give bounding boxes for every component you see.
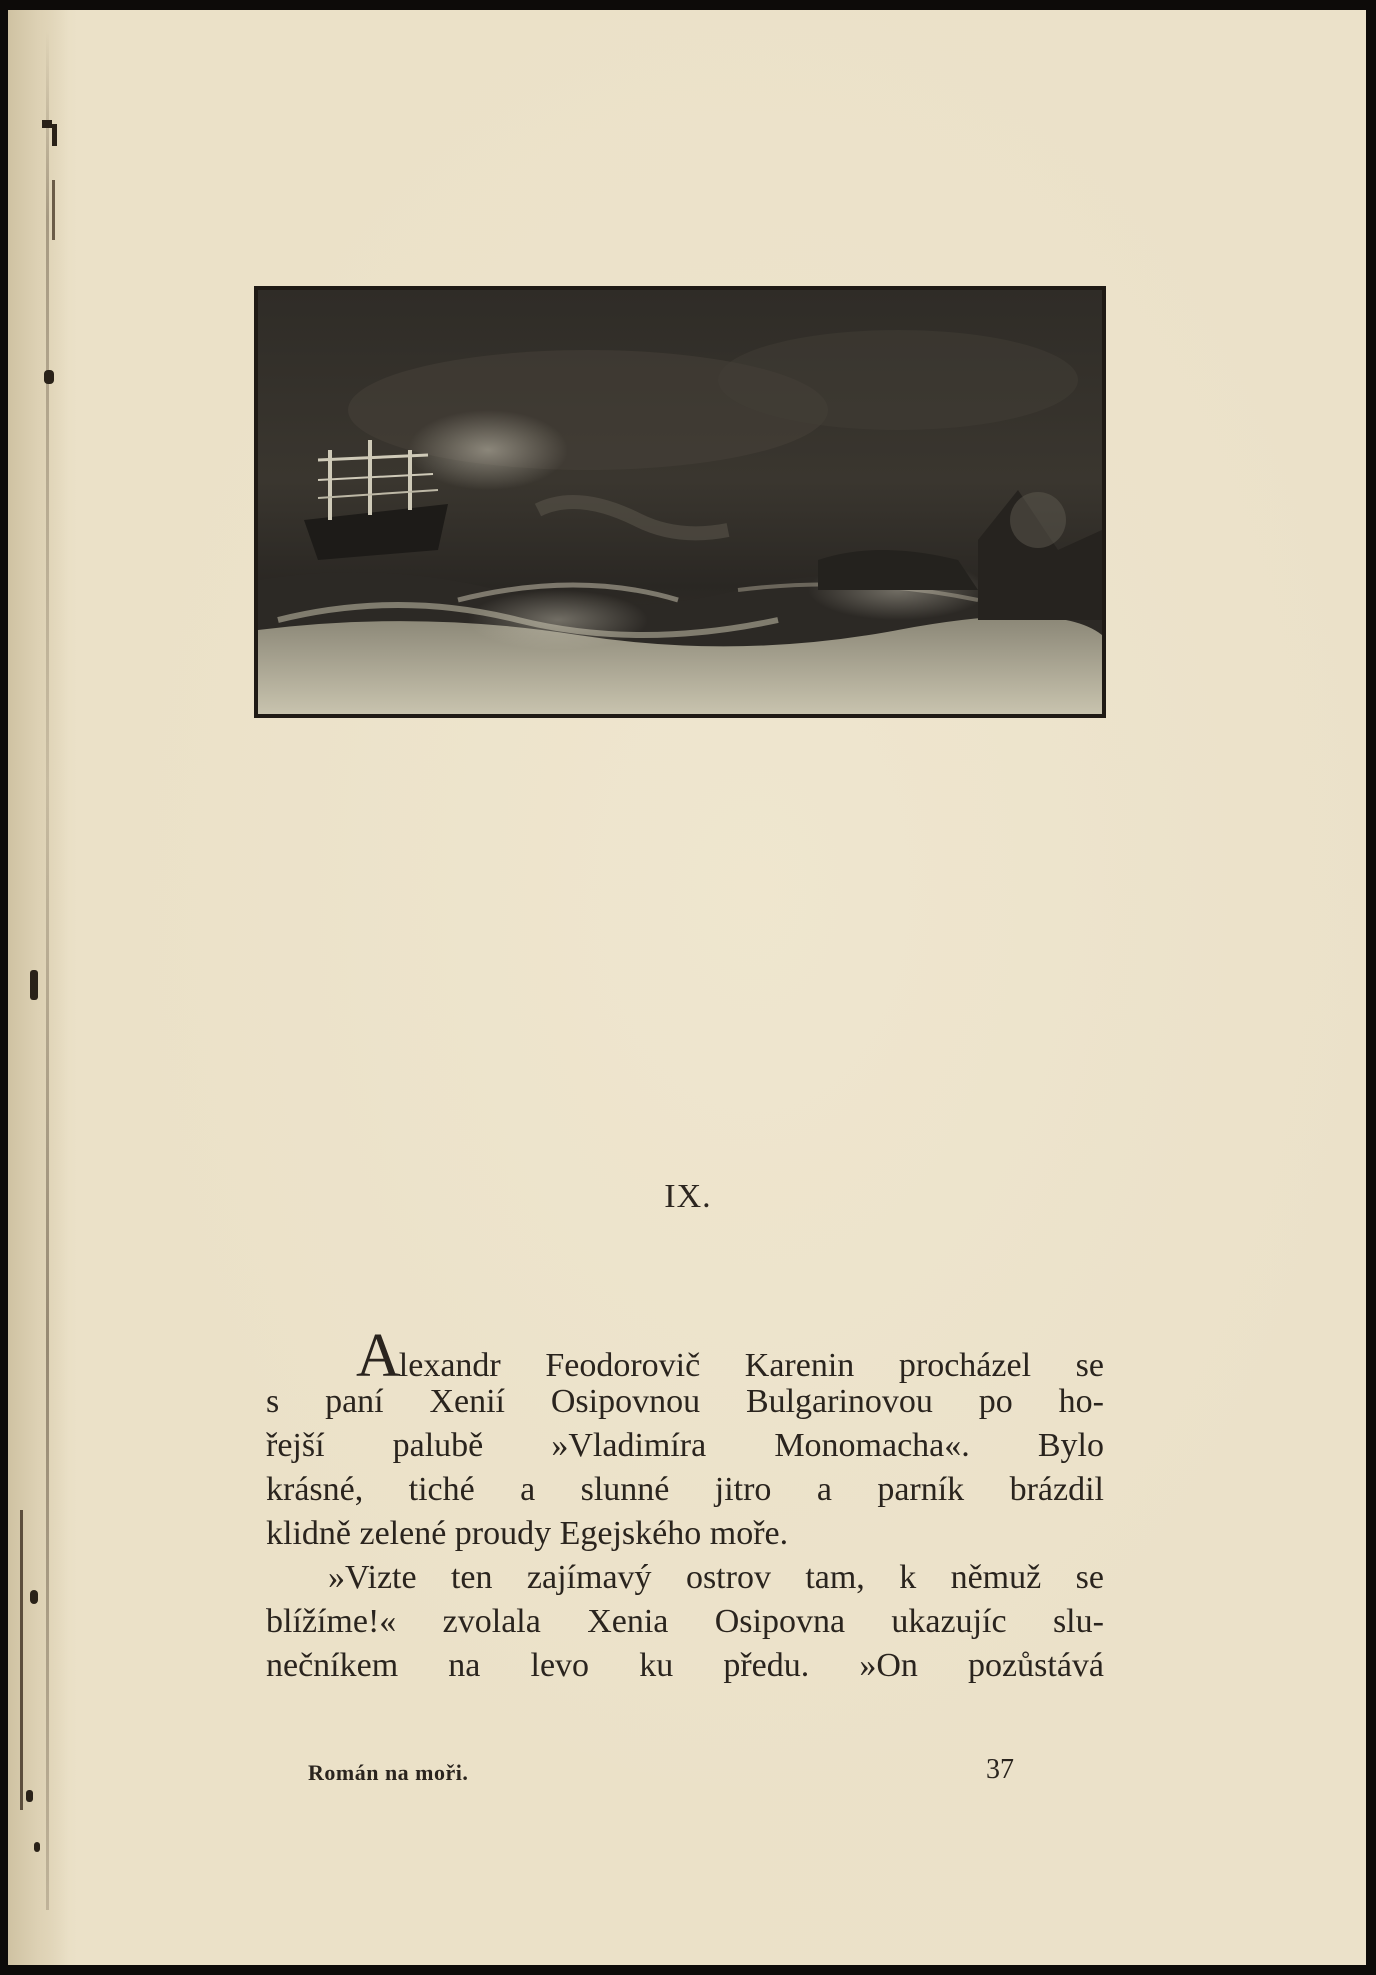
word: Monomacha«. xyxy=(774,1427,970,1464)
word: »On xyxy=(859,1647,918,1684)
word: ku xyxy=(639,1647,674,1684)
word: ukazujíc xyxy=(891,1603,1007,1640)
word: lexandr xyxy=(398,1347,501,1384)
word: ho- xyxy=(1058,1383,1104,1420)
word: s xyxy=(266,1383,280,1420)
word: na xyxy=(448,1647,481,1684)
word: klidně zelené proudy Egejského moře. xyxy=(266,1515,789,1552)
drop-cap: A xyxy=(356,1322,401,1390)
word: slu- xyxy=(1052,1603,1104,1640)
binding-mark xyxy=(26,1790,33,1802)
word: Feodorovič xyxy=(545,1347,701,1384)
word: procházel xyxy=(898,1347,1032,1384)
word: se xyxy=(1075,1347,1104,1384)
text-line xyxy=(266,1424,1104,1468)
word: zvolala xyxy=(442,1603,541,1640)
word: jitro xyxy=(714,1471,772,1508)
word: parník xyxy=(877,1471,965,1508)
word: a xyxy=(816,1471,832,1508)
chapter-illustration xyxy=(254,286,1106,718)
word: řejší xyxy=(266,1427,325,1464)
word: nečníkem xyxy=(266,1647,399,1684)
word: »Vizte xyxy=(328,1559,417,1596)
binding-mark xyxy=(20,1510,23,1810)
binding-mark xyxy=(44,370,54,384)
word: »Vladimíra xyxy=(551,1427,707,1464)
word: předu. xyxy=(723,1647,810,1684)
word: levo xyxy=(530,1647,590,1684)
word: pozůstává xyxy=(968,1647,1104,1684)
binding-mark xyxy=(30,1590,38,1604)
binding-mark xyxy=(42,120,52,128)
binding-mark xyxy=(34,1842,40,1852)
word: brázdil xyxy=(1009,1471,1104,1508)
word: Bylo xyxy=(1037,1427,1104,1464)
binding-mark xyxy=(52,180,55,240)
page-gutter xyxy=(8,10,68,1965)
word: krásné, xyxy=(266,1471,364,1508)
text-line xyxy=(266,1556,1104,1600)
word: tiché xyxy=(408,1471,475,1508)
night-sea-ship-illustration xyxy=(258,290,1102,714)
word: Xenií xyxy=(429,1383,506,1420)
word: Xenia xyxy=(587,1603,669,1640)
word: Bulgarinovou xyxy=(745,1383,933,1420)
binding-mark xyxy=(52,124,57,146)
chapter-heading: IX. xyxy=(664,1178,712,1215)
text-line xyxy=(266,1644,1104,1688)
word: palubě xyxy=(392,1427,484,1464)
word: Osipovna xyxy=(714,1603,846,1640)
page-footer xyxy=(308,1754,1014,1786)
word: blížíme!« xyxy=(266,1603,397,1640)
word: a xyxy=(520,1471,536,1508)
word: Karenin xyxy=(744,1347,855,1384)
page-number: 37 xyxy=(986,1754,1014,1785)
word: po xyxy=(978,1383,1013,1420)
word: ostrov xyxy=(685,1559,771,1596)
body-text xyxy=(266,1322,1104,1688)
text-line xyxy=(266,1600,1104,1644)
word: němuž xyxy=(950,1559,1042,1596)
signature-mark: Román na moři. xyxy=(308,1760,469,1785)
word: ten xyxy=(450,1559,493,1596)
word: k xyxy=(899,1559,917,1596)
text-line xyxy=(266,1512,1104,1556)
binding-mark xyxy=(30,970,38,1000)
text-line xyxy=(266,1322,1104,1390)
word: slunné xyxy=(580,1471,670,1508)
word: paní xyxy=(325,1383,384,1420)
word: zajímavý xyxy=(526,1559,652,1596)
binding-shadow xyxy=(46,30,49,1910)
word: Osipovnou xyxy=(550,1383,701,1420)
word: se xyxy=(1075,1559,1104,1596)
word: tam, xyxy=(805,1559,865,1596)
text-line xyxy=(266,1468,1104,1512)
